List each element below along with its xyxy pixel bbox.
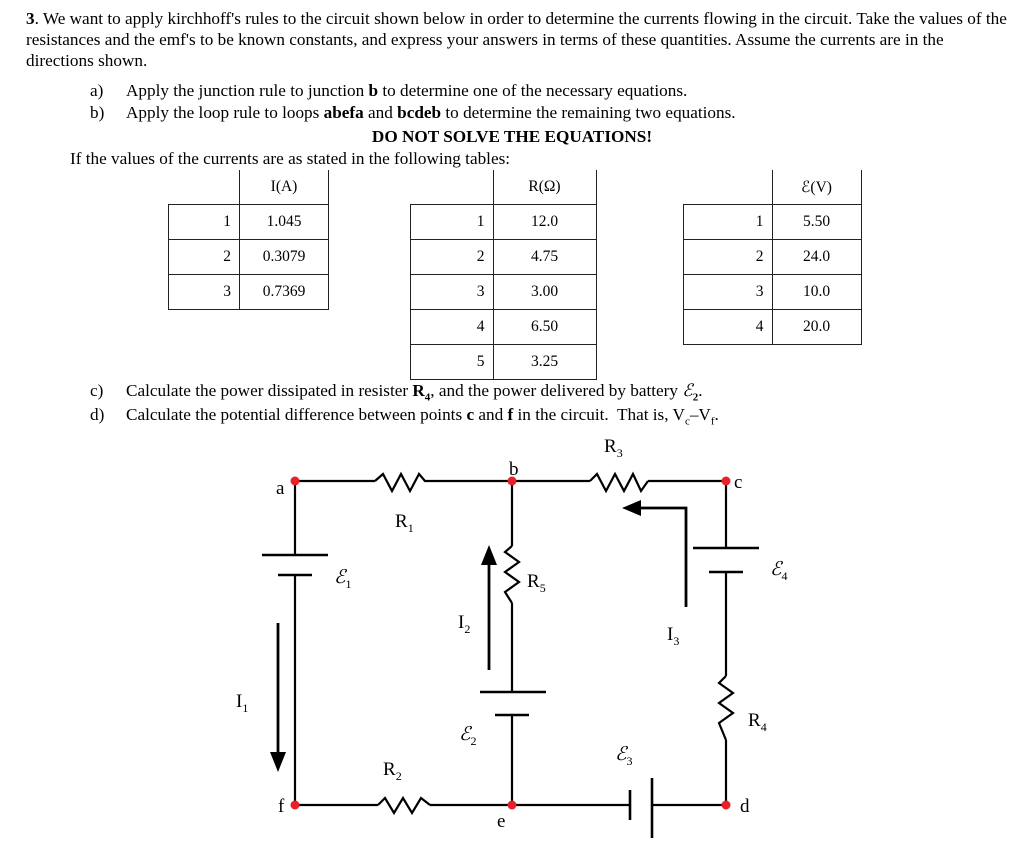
- table-row: 1 12.0: [411, 205, 597, 240]
- table-row: 3 0.7369: [169, 275, 329, 310]
- node-c-label: c: [734, 472, 743, 493]
- r2-label: $R_2$: [383, 759, 402, 783]
- table-row: 4 6.50: [411, 310, 597, 345]
- r4-label: $R_4$: [748, 710, 767, 734]
- part-a: a) Apply the junction rule to junction b to determine one of the necessary equations.: [90, 81, 688, 100]
- resistances-header: R(Ω): [493, 170, 596, 205]
- table-row: 3 3.00: [411, 275, 597, 310]
- r1-label: $R_1$: [395, 511, 414, 535]
- i1-label: $I_1$: [236, 691, 249, 715]
- table-row: 3 10.0: [684, 275, 862, 310]
- resistor-r2: [378, 798, 430, 813]
- resistor-r4: [719, 676, 733, 740]
- node-b-label: b: [509, 459, 519, 480]
- tables-intro: If the values of the currents are as stated in the following tables:: [70, 149, 511, 168]
- resistor-r1: [375, 474, 430, 491]
- table-row: 2 24.0: [684, 240, 862, 275]
- node-a-label: a: [276, 478, 285, 499]
- node-c-dot: [722, 477, 731, 486]
- current-i3-arrow-head: [622, 500, 641, 516]
- emfs-header: ℰ(V): [772, 170, 861, 205]
- node-d-dot: [722, 801, 731, 810]
- i2-label: $I_2$: [458, 612, 471, 636]
- table-row: 4 20.0: [684, 310, 862, 345]
- resistor-r3: [590, 474, 648, 491]
- resistor-r5: [505, 546, 519, 603]
- node-d-label: d: [740, 796, 750, 817]
- part-b: b) Apply the loop rule to loops abefa and bcdeb to determine the remaining two equations.: [90, 103, 736, 122]
- part-d: d) Calculate the potential difference between points c and f in the circuit. That is, $V_c-V_f$.: [90, 405, 719, 428]
- table-row: 1 5.50: [684, 205, 862, 240]
- currents-header: I(A): [240, 170, 329, 205]
- node-f-label: f: [278, 796, 285, 817]
- problem-text: . We want to apply kirchhoff's rules to the circuit shown below in order to determine the currents flowing in the circuit. Take the values of the resistances and the emf's to be known constants, and express your answers in terms of these quantities. Assume the currents are in the directions shown.: [26, 9, 1007, 70]
- emf3-label: ℰ$_3$: [615, 744, 633, 768]
- warning: DO NOT SOLVE THE EQUATIONS!: [371, 127, 653, 146]
- table-row: 2 0.3079: [169, 240, 329, 275]
- emf4-label: ℰ$_4$: [770, 559, 788, 583]
- node-e-label: e: [497, 811, 506, 832]
- node-f-dot: [291, 801, 300, 810]
- current-i2-arrow-head: [481, 545, 497, 565]
- r3-label: $R_3$: [604, 436, 623, 460]
- problem-number: 3: [26, 9, 35, 28]
- table-row: 1 1.045: [169, 205, 329, 240]
- emf1-label: ℰ$_1$: [334, 567, 352, 591]
- table-row: 5 3.25: [411, 345, 597, 380]
- node-a-dot: [291, 477, 300, 486]
- table-row: 2 4.75: [411, 240, 597, 275]
- emf2-label: ℰ$_2$: [459, 724, 477, 748]
- r5-label: $R_5$: [527, 571, 546, 595]
- node-e-dot: [508, 801, 517, 810]
- current-i1-arrow-head: [270, 752, 286, 772]
- i3-label: $I_3$: [667, 624, 680, 648]
- part-c: c) Calculate the power dissipated in resister $R_4$, and the power delivered by battery ℰ$_2$.: [90, 381, 703, 404]
- current-i3-arrow-shaft: [638, 508, 686, 607]
